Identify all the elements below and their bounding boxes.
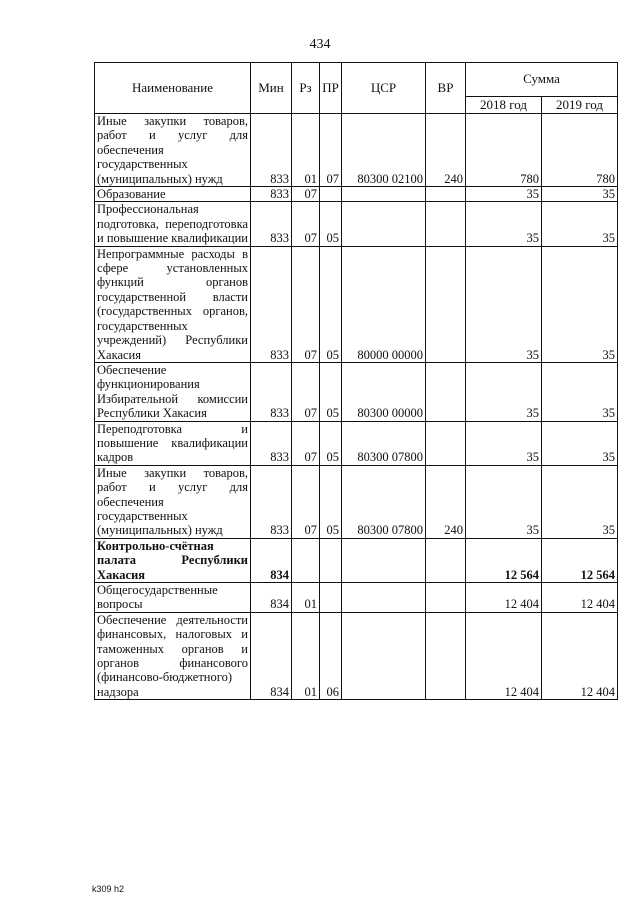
cell-y2018: 12 404 [466,612,542,699]
cell-pr: 05 [320,421,342,465]
cell-min: 833 [251,202,292,246]
cell-y2018: 12 564 [466,538,542,582]
cell-rz [292,538,320,582]
cell-y2019: 780 [542,114,618,187]
cell-csr: 80300 07800 [342,421,426,465]
cell-rz: 01 [292,612,320,699]
footer-code: k309 h2 [92,884,125,894]
cell-rz: 07 [292,421,320,465]
cell-name: Переподготовка и повышение квалификации кадров [95,421,251,465]
cell-name: Профессиональная подготовка, переподготовка и повышение квалификации [95,202,251,246]
cell-y2019: 12 404 [542,583,618,613]
table-row [95,465,618,538]
table-row [95,187,618,202]
budget-table [94,62,618,700]
cell-rz: 07 [292,246,320,362]
cell-csr [342,583,426,613]
cell-min: 833 [251,187,292,202]
cell-rz: 01 [292,114,320,187]
cell-csr: 80300 02100 [342,114,426,187]
cell-vr [426,187,466,202]
cell-y2018: 35 [466,421,542,465]
table-row [95,583,618,613]
cell-min: 833 [251,362,292,421]
cell-vr: 240 [426,465,466,538]
header-pr: ПР [320,63,342,114]
cell-pr: 06 [320,612,342,699]
cell-min: 833 [251,246,292,362]
table-row [95,362,618,421]
table-row [95,202,618,246]
cell-name: Иные закупки товаров, работ и услуг для обеспечения государственных (муниципальных) нужд [95,465,251,538]
cell-min: 834 [251,612,292,699]
cell-name: Общегосударственные вопросы [95,583,251,613]
cell-vr [426,421,466,465]
cell-csr [342,538,426,582]
cell-y2019: 35 [542,362,618,421]
header-rz: Рз [292,63,320,114]
cell-pr: 05 [320,362,342,421]
cell-y2018: 35 [466,202,542,246]
cell-rz: 07 [292,465,320,538]
header-csr: ЦСР [342,63,426,114]
cell-y2019: 35 [542,465,618,538]
table-body [95,114,618,700]
cell-csr: 80300 00000 [342,362,426,421]
table-row [95,114,618,187]
cell-rz: 01 [292,583,320,613]
table-row [95,538,618,582]
cell-vr [426,202,466,246]
cell-vr [426,612,466,699]
cell-vr [426,583,466,613]
cell-name: Контрольно-счётная палата Республики Хакасия [95,538,251,582]
cell-csr [342,612,426,699]
cell-y2019: 35 [542,246,618,362]
header-year-2019: 2019 год [542,97,618,114]
cell-pr: 05 [320,202,342,246]
table-row [95,246,618,362]
cell-name: Обеспечение функционирования Избирательной комиссии Республики Хакасия [95,362,251,421]
cell-pr: 05 [320,465,342,538]
cell-y2019: 35 [542,202,618,246]
header-min: Мин [251,63,292,114]
header-year-2018: 2018 год [466,97,542,114]
cell-y2019: 12 564 [542,538,618,582]
cell-y2018: 35 [466,246,542,362]
header-name: Наименование [95,63,251,114]
cell-vr: 240 [426,114,466,187]
cell-pr: 07 [320,114,342,187]
cell-min: 833 [251,421,292,465]
cell-pr [320,583,342,613]
cell-y2018: 35 [466,362,542,421]
page-number: 434 [309,37,331,52]
cell-min: 833 [251,465,292,538]
cell-vr [426,538,466,582]
cell-csr: 80300 07800 [342,465,426,538]
cell-y2018: 35 [466,187,542,202]
cell-y2019: 35 [542,187,618,202]
cell-name: Образование [95,187,251,202]
cell-pr: 05 [320,246,342,362]
table-row [95,612,618,699]
cell-name: Обеспечение деятельности финансовых, налоговых и таможенных органов и органов финансового (финансово-бюджетного) надзора [95,612,251,699]
cell-min: 834 [251,538,292,582]
cell-pr [320,187,342,202]
cell-name: Иные закупки товаров, работ и услуг для обеспечения государственных (муниципальных) нужд [95,114,251,187]
header-sum: Сумма [466,63,618,97]
cell-y2019: 12 404 [542,612,618,699]
cell-pr [320,538,342,582]
cell-csr: 80000 00000 [342,246,426,362]
cell-vr [426,246,466,362]
header-vr: ВР [426,63,466,114]
cell-y2018: 780 [466,114,542,187]
cell-y2019: 35 [542,421,618,465]
cell-rz: 07 [292,187,320,202]
cell-csr [342,187,426,202]
cell-vr [426,362,466,421]
cell-csr [342,202,426,246]
table-row [95,421,618,465]
cell-min: 834 [251,583,292,613]
cell-y2018: 12 404 [466,583,542,613]
cell-rz: 07 [292,362,320,421]
cell-rz: 07 [292,202,320,246]
cell-y2018: 35 [466,465,542,538]
cell-name: Непрограммные расходы в сфере установленных функций органов государственной власти (государственных органов, государственных учреждений) Республики Хакасия [95,246,251,362]
cell-min: 833 [251,114,292,187]
